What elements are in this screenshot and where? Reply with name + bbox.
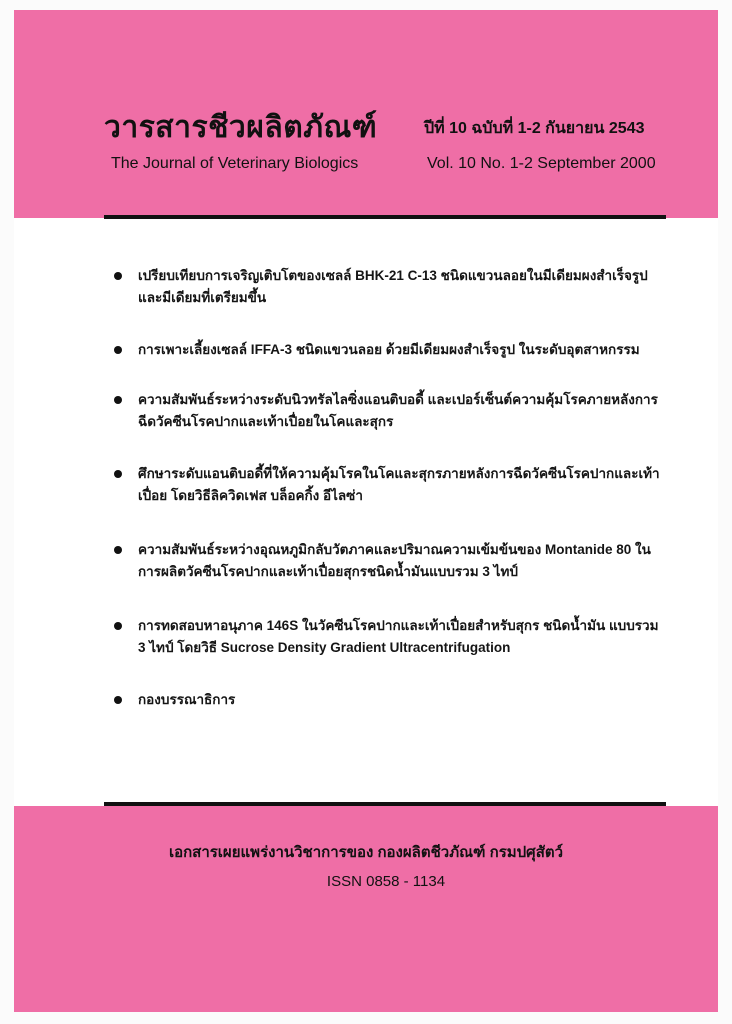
contents-item [110, 265, 690, 309]
contents-item [110, 615, 690, 659]
bullet-icon [114, 470, 122, 478]
contents-item-line2: 3 ไทป์ โดยวิธี Sucrose Density Gradient Ultracentrifugation [138, 640, 511, 655]
journal-cover [14, 10, 718, 1012]
contents-item-line1: การทดสอบหาอนุภาค 146S ในวัคซีนโรคปากและเท้าเปื่อยสำหรับสุกร ชนิดน้ำมัน แบบรวม [138, 618, 659, 633]
contents-item [110, 339, 690, 361]
bullet-icon [114, 272, 122, 280]
issue-info-thai: ปีที่ 10 ฉบับที่ 1-2 กันยายน 2543 [424, 120, 645, 137]
contents-item [110, 539, 690, 583]
contents-item [110, 463, 690, 507]
journal-title-thai: วารสารชีวผลิตภัณฑ์ [104, 111, 378, 144]
bullet-icon [114, 622, 122, 630]
footer-divider [104, 802, 666, 806]
table-of-contents [110, 265, 690, 711]
publisher-line: เอกสารเผยแพร่งานวิชาการของ กองผลิตชีวภัณฑ์ กรมปศุสัตว์ [168, 844, 564, 861]
contents-item-line1: ความสัมพันธ์ระหว่างระดับนิวทรัลไลซิ่งแอนติบอดี้ และเปอร์เซ็นต์ความคุ้มโรคภายหลังการ [138, 392, 658, 407]
contents-item [110, 689, 690, 711]
bullet-icon [114, 546, 122, 554]
contents-item-line1: การเพาะเลี้ยงเซลล์ IFFA-3 ชนิดแขวนลอย ด้วยมีเดียมผงสำเร็จรูป ในระดับอุตสาหกรรม [138, 342, 640, 357]
journal-title-english: The Journal of Veterinary Biologics [111, 155, 359, 172]
contents-item-line1: ศึกษาระดับแอนติบอดี้ที่ให้ความคุ้มโรคในโคและสุกรภายหลังการฉีดวัคซีนโรคปากและเท้า [138, 466, 660, 481]
bullet-icon [114, 346, 122, 354]
contents-item-line2: เปื่อย โดยวิธีลิควิดเฟส บล็อคกิ้ง อีไลซ่า [138, 488, 363, 503]
contents-item-line2: การผลิตวัคซีนโรคปากและเท้าเปื่อยสุกรชนิดน้ำมันแบบรวม 3 ไทป์ [138, 564, 518, 579]
bullet-icon [114, 696, 122, 704]
issn-number: ISSN 0858 - 1134 [326, 873, 446, 890]
contents-item-line2: ฉีดวัคซีนโรคปากและเท้าเปื่อยในโคและสุกร [138, 414, 394, 429]
contents-item-line1: ความสัมพันธ์ระหว่างอุณหภูมิกลับวัตภาคและปริมาณความเข้มข้นของ Montanide 80 ใน [138, 542, 651, 557]
bullet-icon [114, 396, 122, 404]
contents-item-line2: และมีเดียมที่เตรียมขึ้น [138, 290, 267, 305]
footer-band [14, 806, 718, 1012]
issue-info-english: Vol. 10 No. 1-2 September 2000 [427, 155, 656, 172]
contents-item [110, 389, 690, 433]
contents-item-line1: เปรียบเทียบการเจริญเติบโตของเซลล์ BHK-21 C-13 ชนิดแขวนลอยในมีเดียมผงสำเร็จรูป [138, 268, 648, 283]
contents-item-line1: กองบรรณาธิการ [138, 692, 236, 707]
header-divider [104, 215, 666, 219]
